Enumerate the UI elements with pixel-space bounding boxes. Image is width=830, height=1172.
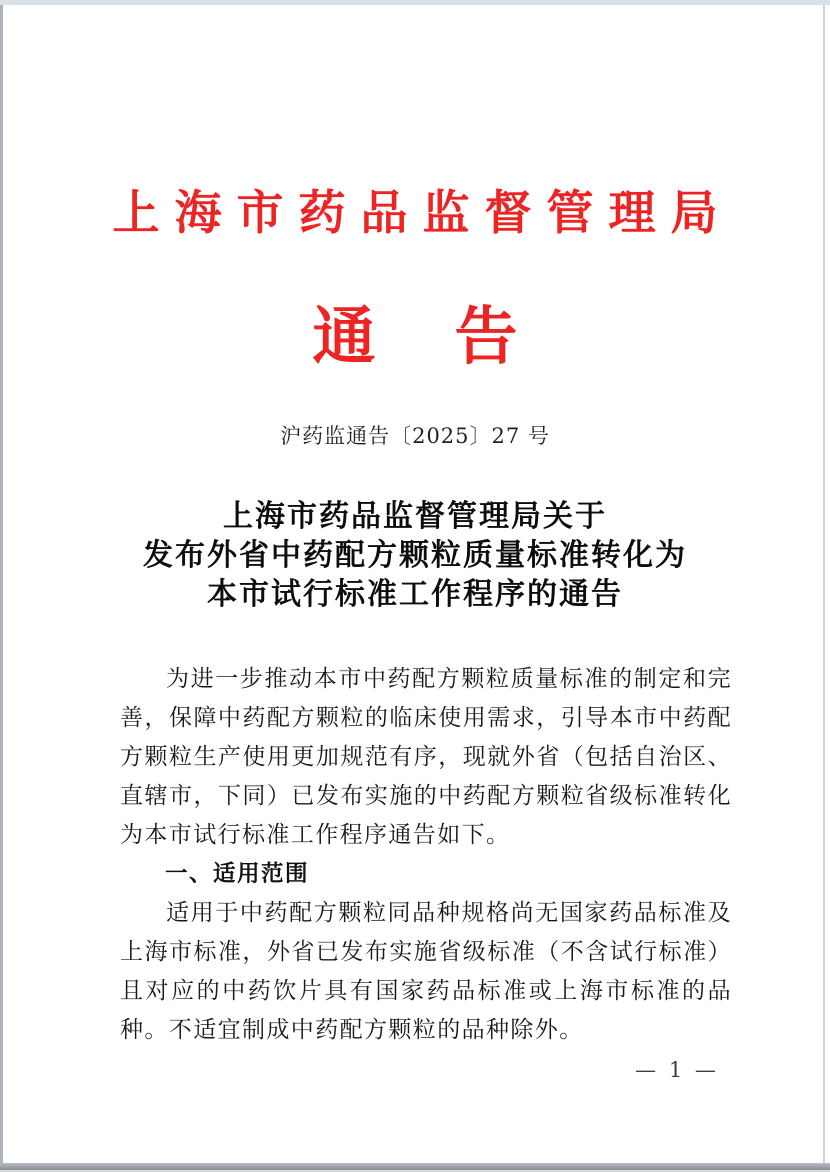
body-paragraph-2: 适用于中药配方颗粒同品种规格尚无国家药品标准及上海市标准，外省已发布实施省级标准（不含试行标准）且对应的中药饮片具有国家药品标准或上海市标准的品种。不适宜制成中药配方颗粒的品种除外。	[120, 900, 732, 1043]
notice-body	[120, 660, 732, 1050]
page-number: — 1 —	[635, 1058, 719, 1082]
body-paragraph-1: 为进一步推动本市中药配方颗粒质量标准的制定和完善，保障中药配方颗粒的临床使用需求，引导本市中药配方颗粒生产使用更加规范有序，现就外省（包括自治区、直辖市，下同）已发布实施的中药配方颗粒省级标准转化为本市试行标准工作程序通告如下。	[120, 666, 732, 848]
notice-type-label: 通 告	[312, 299, 526, 373]
document-number: 沪药监通告〔2025〕27 号	[280, 424, 550, 448]
notice-title-line-2: 发布外省中药配方颗粒质量标准转化为	[143, 538, 687, 573]
scan-edge-bottom	[0, 1163, 830, 1170]
issuing-agency-title: 上海市药品监督管理局	[112, 186, 733, 241]
notice-title-line-3: 本市试行标准工作程序的通告	[207, 577, 623, 612]
scan-edge-top	[0, 0, 830, 5]
notice-title-line-1: 上海市药品监督管理局关于	[223, 499, 607, 534]
notice-title	[0, 497, 830, 614]
section-heading-scope: 一、适用范围	[165, 861, 310, 887]
